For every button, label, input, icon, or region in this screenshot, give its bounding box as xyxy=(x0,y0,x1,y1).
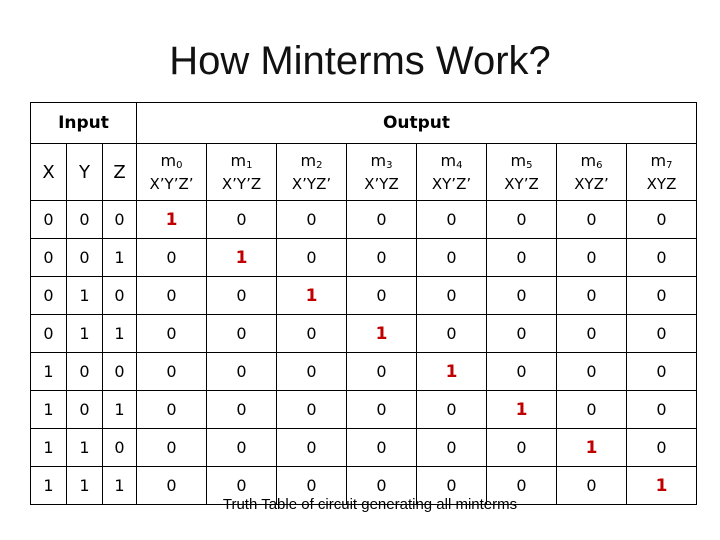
input-cell: 1 xyxy=(67,467,103,505)
minterm-expression: XY’Z’ xyxy=(431,174,472,193)
output-cell: 0 xyxy=(417,201,487,239)
input-cell: 0 xyxy=(67,353,103,391)
input-cell: 0 xyxy=(67,239,103,277)
table-row xyxy=(31,239,697,277)
output-cell: 0 xyxy=(487,467,557,505)
input-cell: 0 xyxy=(31,201,67,239)
minterm-header xyxy=(627,144,697,201)
minterm-name: m xyxy=(650,150,667,170)
input-cell: 0 xyxy=(31,315,67,353)
minterm-name: m xyxy=(370,150,387,170)
output-cell: 0 xyxy=(627,353,697,391)
output-cell: 0 xyxy=(487,201,557,239)
output-cell: 0 xyxy=(557,315,627,353)
minterm-name: m xyxy=(580,150,597,170)
group-header-row xyxy=(31,103,697,144)
output-cell: 0 xyxy=(557,239,627,277)
minterm-header xyxy=(417,144,487,201)
input-cell: 1 xyxy=(31,467,67,505)
table-row xyxy=(31,277,697,315)
minterm-subscript: 5 xyxy=(526,159,533,171)
var-header: X xyxy=(31,144,67,201)
input-cell: 1 xyxy=(103,315,137,353)
output-cell: 0 xyxy=(417,239,487,277)
table-row xyxy=(31,315,697,353)
output-cell: 0 xyxy=(207,277,277,315)
output-cell: 0 xyxy=(137,239,207,277)
minterm-subscript: 7 xyxy=(666,159,673,171)
minterm-name: m xyxy=(160,150,177,170)
output-cell: 0 xyxy=(347,201,417,239)
input-cell: 1 xyxy=(31,353,67,391)
minterm-expression: XY’Z xyxy=(504,174,539,193)
var-header: Y xyxy=(67,144,103,201)
output-cell: 0 xyxy=(347,277,417,315)
minterm-subscript: 0 xyxy=(176,159,183,171)
input-cell: 0 xyxy=(31,239,67,277)
output-cell: 0 xyxy=(627,315,697,353)
input-cell: 0 xyxy=(67,201,103,239)
output-cell: 0 xyxy=(627,277,697,315)
input-cell: 0 xyxy=(103,353,137,391)
output-cell: 0 xyxy=(277,391,347,429)
minterm-subscript: 6 xyxy=(596,159,603,171)
output-cell: 0 xyxy=(347,467,417,505)
minterm-name: m xyxy=(440,150,457,170)
input-cell: 1 xyxy=(67,315,103,353)
minterm-expression: X’Y’Z xyxy=(221,174,262,193)
column-header-row xyxy=(31,144,697,201)
output-cell: 0 xyxy=(557,277,627,315)
output-cell: 0 xyxy=(137,391,207,429)
minterm-subscript: 2 xyxy=(316,159,323,171)
minterm-name: m xyxy=(300,150,317,170)
output-cell: 0 xyxy=(137,277,207,315)
output-cell: 0 xyxy=(277,467,347,505)
input-cell: 1 xyxy=(103,467,137,505)
output-cell: 0 xyxy=(347,391,417,429)
output-cell: 1 xyxy=(347,315,417,353)
table-row xyxy=(31,429,697,467)
truth-table xyxy=(30,102,697,505)
minterm-header xyxy=(347,144,417,201)
output-cell: 0 xyxy=(417,277,487,315)
output-cell: 0 xyxy=(137,315,207,353)
output-cell: 0 xyxy=(557,467,627,505)
minterm-header xyxy=(207,144,277,201)
minterm-expression: X’YZ’ xyxy=(291,174,332,193)
output-cell: 0 xyxy=(487,315,557,353)
minterm-subscript: 1 xyxy=(246,159,253,171)
input-cell: 0 xyxy=(103,429,137,467)
output-cell: 0 xyxy=(557,353,627,391)
input-cell: 1 xyxy=(31,391,67,429)
output-cell: 0 xyxy=(137,353,207,391)
input-cell: 0 xyxy=(103,201,137,239)
input-cell: 1 xyxy=(103,391,137,429)
output-cell: 0 xyxy=(207,467,277,505)
output-cell: 1 xyxy=(417,353,487,391)
minterm-name: m xyxy=(510,150,527,170)
output-cell: 0 xyxy=(207,201,277,239)
minterm-expression: XYZ xyxy=(646,174,677,193)
truth-table-body xyxy=(31,201,697,505)
output-cell: 0 xyxy=(627,429,697,467)
input-cell: 1 xyxy=(67,429,103,467)
output-cell: 0 xyxy=(627,239,697,277)
minterm-expression: X’YZ xyxy=(364,174,399,193)
output-cell: 0 xyxy=(487,353,557,391)
output-cell: 0 xyxy=(207,429,277,467)
minterm-header xyxy=(487,144,557,201)
minterm-header xyxy=(557,144,627,201)
output-cell: 0 xyxy=(627,391,697,429)
minterm-header xyxy=(277,144,347,201)
output-cell: 1 xyxy=(627,467,697,505)
output-cell: 0 xyxy=(347,429,417,467)
output-cell: 0 xyxy=(207,391,277,429)
output-cell: 0 xyxy=(207,353,277,391)
var-header: Z xyxy=(103,144,137,201)
input-header: Input xyxy=(31,103,137,144)
input-cell: 1 xyxy=(103,239,137,277)
minterm-subscript: 4 xyxy=(456,159,463,171)
output-cell: 0 xyxy=(137,429,207,467)
output-cell: 0 xyxy=(347,239,417,277)
output-cell: 0 xyxy=(277,353,347,391)
minterm-subscript: 3 xyxy=(386,159,393,171)
output-cell: 0 xyxy=(627,201,697,239)
output-cell: 0 xyxy=(417,391,487,429)
input-cell: 0 xyxy=(103,277,137,315)
input-cell: 0 xyxy=(31,277,67,315)
input-cell: 0 xyxy=(67,391,103,429)
minterm-name: m xyxy=(230,150,247,170)
output-header: Output xyxy=(137,103,697,144)
table-caption: Truth Table of circuit generating all minterms xyxy=(222,496,518,513)
output-cell: 0 xyxy=(277,429,347,467)
table-row xyxy=(31,201,697,239)
output-cell: 0 xyxy=(417,429,487,467)
output-cell: 0 xyxy=(277,239,347,277)
output-cell: 0 xyxy=(487,277,557,315)
input-cell: 1 xyxy=(67,277,103,315)
output-cell: 0 xyxy=(417,315,487,353)
table-row xyxy=(31,391,697,429)
output-cell: 1 xyxy=(557,429,627,467)
minterm-expression: XYZ’ xyxy=(574,174,609,193)
output-cell: 0 xyxy=(207,315,277,353)
output-cell: 0 xyxy=(347,353,417,391)
minterm-expression: X’Y’Z’ xyxy=(149,174,194,193)
output-cell: 0 xyxy=(417,467,487,505)
output-cell: 0 xyxy=(557,391,627,429)
page-title: How Minterms Work? xyxy=(169,39,551,83)
output-cell: 0 xyxy=(487,239,557,277)
output-cell: 0 xyxy=(277,201,347,239)
input-cell: 1 xyxy=(31,429,67,467)
minterm-header xyxy=(137,144,207,201)
output-cell: 1 xyxy=(487,391,557,429)
output-cell: 0 xyxy=(557,201,627,239)
output-cell: 0 xyxy=(137,467,207,505)
output-cell: 1 xyxy=(137,201,207,239)
output-cell: 1 xyxy=(277,277,347,315)
output-cell: 1 xyxy=(207,239,277,277)
output-cell: 0 xyxy=(277,315,347,353)
output-cell: 0 xyxy=(487,429,557,467)
table-row xyxy=(31,353,697,391)
